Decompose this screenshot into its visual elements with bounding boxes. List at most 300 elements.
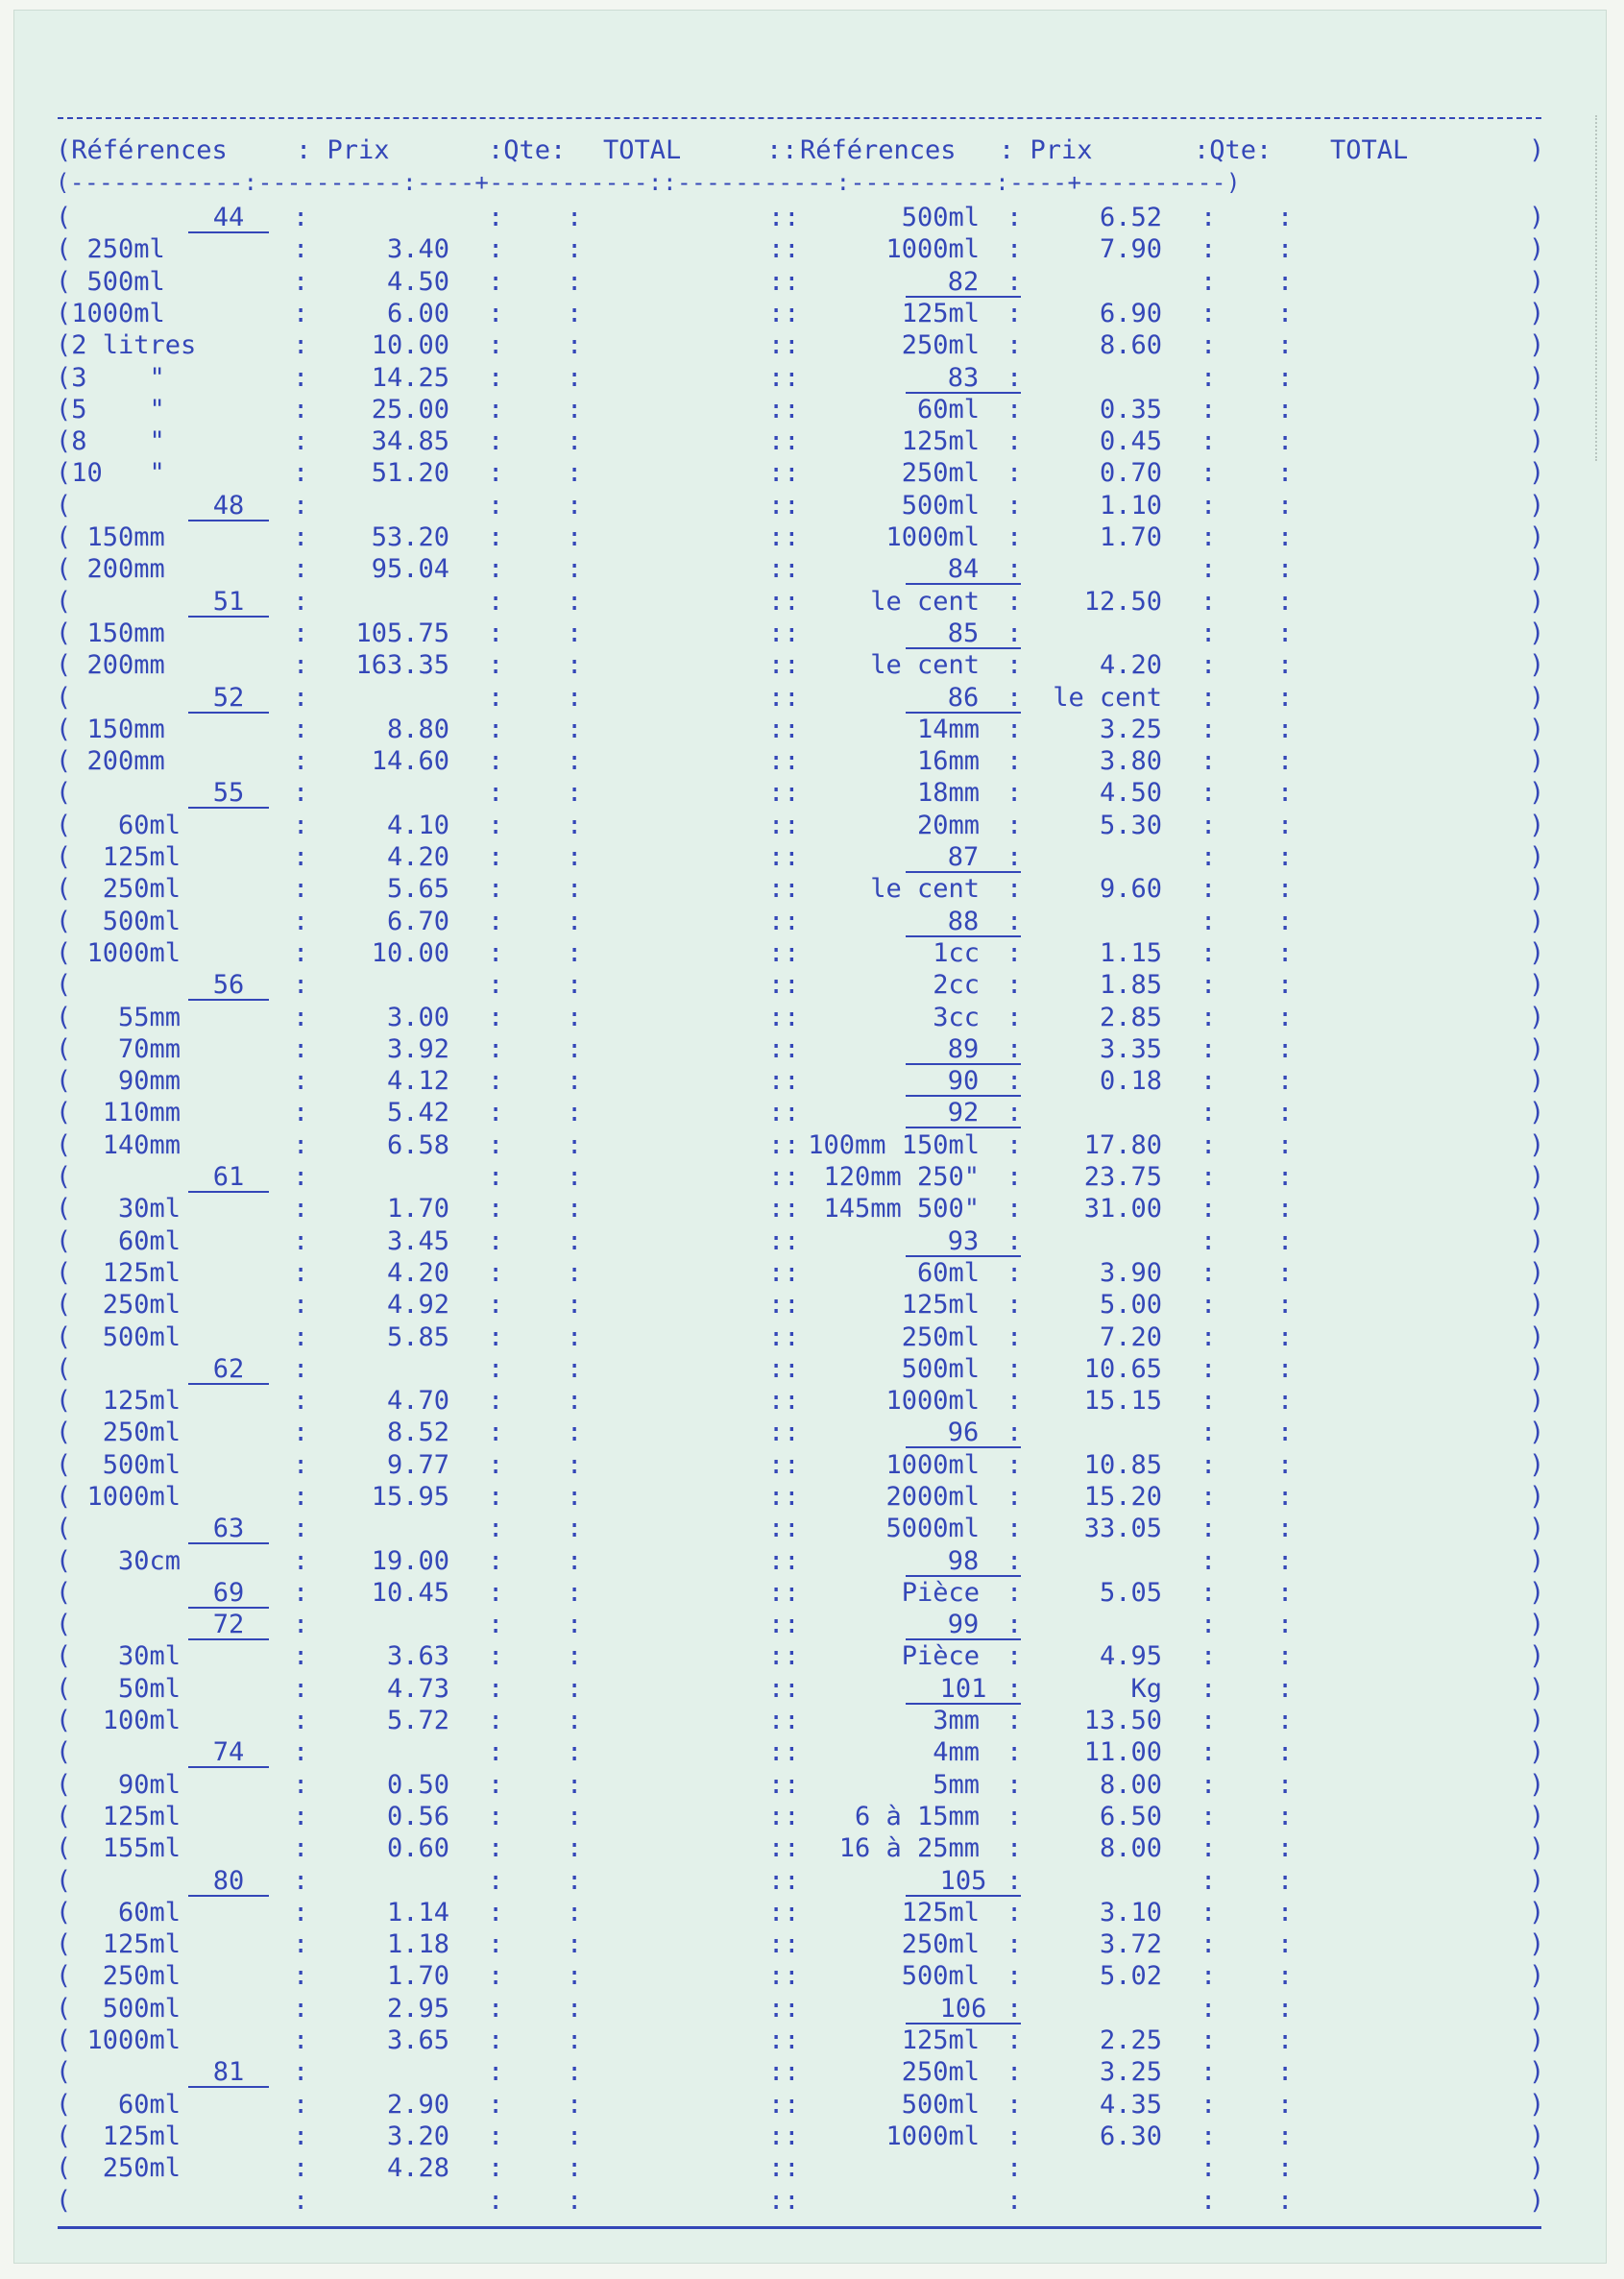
col-sep: : [567,1066,583,1096]
double-col-sep: :: [768,1162,800,1192]
row-right-reference: 1cc [933,938,980,968]
price-right: 0.35 [1099,395,1162,424]
col-sep: : [1277,2153,1294,2183]
row-left-reference: ( 125ml [56,1802,182,1831]
col-sep: : [567,267,583,297]
col-sep: : [293,587,309,617]
col-sep: : [1200,715,1217,744]
col-sep: : [1277,426,1294,456]
close-paren: ) [1529,2186,1545,2216]
col-sep: : [1006,1162,1023,1192]
row-right-reference: 250ml [901,2057,980,2087]
double-col-sep: :: [768,267,800,297]
row-left-reference: ( [56,1866,72,1896]
col-sep: : [567,491,583,521]
double-col-sep: :: [768,1737,800,1767]
group-underline-left [188,1895,269,1897]
close-paren: ) [1529,458,1545,488]
double-col-sep: :: [768,1546,800,1576]
row-left-reference: ( 140mm [56,1130,182,1160]
price-right: 33.05 [1083,1514,1162,1543]
row-left-reference: ( 250ml [56,1961,182,1991]
col-sep: : [1006,1737,1023,1767]
col-sep: : [293,1290,309,1320]
col-sep: : [1200,1354,1217,1384]
double-col-sep: :: [768,395,800,424]
price-left: 4.20 [386,842,449,872]
col-sep: : [1006,874,1023,904]
row-right-reference: 250ml [901,458,980,488]
col-sep: : [1006,1418,1023,1447]
close-paren: ) [1529,715,1545,744]
col-sep: : [293,2186,309,2216]
row-left-reference: ( 60ml [56,1226,182,1256]
price-right: 5.30 [1099,811,1162,840]
col-sep: : [488,1322,504,1352]
price-right: 3.10 [1099,1898,1162,1927]
col-sep: : [293,1770,309,1800]
col-sep: : [293,970,309,1000]
close-paren: ) [1529,778,1545,808]
row-right-reference: 500ml [901,1961,980,1991]
price-right: 11.00 [1083,1737,1162,1767]
col-sep: : [488,299,504,328]
close-paren: ) [1529,907,1545,936]
price-left: 4.12 [386,1066,449,1096]
col-sep: : [1200,746,1217,776]
col-sep: : [488,2057,504,2087]
header-total-right: TOTAL [1330,135,1409,165]
price-left: 6.00 [386,299,449,328]
col-sep: : [1006,1130,1023,1160]
price-right: 1.10 [1099,491,1162,521]
col-sep: : [567,1514,583,1543]
group-number-right: 93 [947,1226,980,1256]
col-sep: : [488,1994,504,2024]
row-right-reference: 125ml [901,299,980,328]
double-col-sep: :: [768,1322,800,1352]
group-underline-right [906,1895,1021,1897]
col-sep: : [488,330,504,360]
col-sep: : [488,715,504,744]
col-sep: : [1277,1354,1294,1384]
price-right: 8.00 [1099,1770,1162,1800]
col-sep: : [1277,2121,1294,2151]
group-underline-right [906,647,1021,649]
price-right: 10.85 [1083,1450,1162,1480]
col-sep: : [1277,203,1294,232]
col-sep: : [1006,1546,1023,1576]
row-left-reference: ( [56,203,72,232]
row-right-reference: 3mm [933,1706,980,1735]
row-left-reference: ( 1000ml [56,1482,182,1512]
row-right-reference: le cent [870,874,980,904]
row-right-reference: 1000ml [885,1450,980,1480]
col-sep: : [567,1162,583,1192]
row-right-reference: 60ml [916,1258,980,1288]
row-left-reference: (5 " [56,395,165,424]
col-sep: : [567,1194,583,1224]
close-paren: ) [1529,2153,1545,2183]
col-sep: : [1006,907,1023,936]
group-number-right: 85 [947,618,980,648]
col-sep: : [1200,1322,1217,1352]
close-paren: ) [1529,203,1545,232]
price-left: 0.60 [386,1833,449,1863]
col-sep: : [293,363,309,393]
col-sep: : [567,650,583,680]
group-number-left: 81 [212,2057,245,2087]
row-left-reference: ( 50ml [56,1674,182,1704]
col-sep: : [488,1770,504,1800]
col-sep: : [488,522,504,552]
price-left: 0.50 [386,1770,449,1800]
col-sep: : [567,715,583,744]
close-paren: ) [1529,1929,1545,1959]
price-left: 3.65 [386,2025,449,2055]
col-sep: : [1006,1866,1023,1896]
row-right-reference: 5000ml [885,1514,980,1543]
close-paren: ) [1529,746,1545,776]
col-sep: : [1006,234,1023,264]
col-sep: : [1200,1546,1217,1576]
col-sep: : [567,811,583,840]
col-sep: : [1006,1641,1023,1671]
row-left-reference: ( 60ml [56,1898,182,1927]
row-right-reference: 4mm [933,1737,980,1767]
double-col-sep: :: [768,1290,800,1320]
col-sep: : [488,650,504,680]
close-paren: ) [1529,970,1545,1000]
close-paren: ) [1529,426,1545,456]
row-left-reference: ( 90ml [56,1770,182,1800]
group-number-right: 96 [947,1418,980,1447]
price-right: 15.15 [1083,1386,1162,1416]
row-left-reference: ( [56,1578,72,1608]
col-sep: : [1006,1706,1023,1735]
col-sep: : [1006,1098,1023,1127]
col-sep: : [1277,1994,1294,2024]
group-underline-right [906,392,1021,394]
col-sep: : [488,1514,504,1543]
group-number-right: 90 [947,1066,980,1096]
group-underline-left [188,807,269,809]
col-sep: : [488,874,504,904]
col-sep: : [1006,1578,1023,1608]
row-left-reference: ( 150mm [56,618,165,648]
col-sep: : [488,970,504,1000]
double-col-sep: :: [768,650,800,680]
col-sep: : [1006,2025,1023,2055]
col-sep: : [1277,1258,1294,1288]
row-right-reference: 500ml [901,491,980,521]
price-left: 0.56 [386,1802,449,1831]
price-right: 8.60 [1099,330,1162,360]
group-number-left: 44 [212,203,245,232]
col-sep: : [488,1226,504,1256]
row-right-reference: 120mm 250" [823,1162,980,1192]
col-sep: : [1006,1066,1023,1096]
col-sep: : [567,363,583,393]
close-paren: ) [1529,1706,1545,1735]
price-right: 13.50 [1083,1706,1162,1735]
row-left-reference: ( [56,1162,72,1192]
col-sep: : [1277,1833,1294,1863]
col-sep: : [1200,426,1217,456]
col-sep: : [567,874,583,904]
col-sep: : [1006,458,1023,488]
row-right-reference: le cent [870,587,980,617]
col-sep: : [293,1258,309,1288]
col-sep: : [293,1066,309,1096]
col-sep: : [567,1737,583,1767]
col-sep: : [1006,1194,1023,1224]
col-sep: : [1006,522,1023,552]
group-underline-right [906,1127,1021,1128]
row-left-reference: ( [56,491,72,521]
group-underline-right [906,1446,1021,1448]
double-col-sep: :: [768,1098,800,1127]
header-references-left: (Références [56,135,228,165]
double-col-sep: :: [768,1386,800,1416]
price-left: 4.10 [386,811,449,840]
col-sep: : [488,587,504,617]
row-right-reference: 145mm 500" [823,1194,980,1224]
col-sep: : [567,426,583,456]
row-right-reference: 125ml [901,426,980,456]
price-left: 105.75 [355,618,449,648]
col-sep: : [488,1674,504,1704]
group-number-left: 61 [212,1162,245,1192]
col-sep: : [1200,234,1217,264]
col-sep: : [1006,1770,1023,1800]
col-sep: : [1277,811,1294,840]
double-col-sep: :: [768,458,800,488]
close-paren: ) [1529,587,1545,617]
col-sep: : [1277,458,1294,488]
col-sep: : [293,234,309,264]
group-underline-right [906,712,1021,714]
col-sep: : [1200,650,1217,680]
close-paren: ) [1529,1770,1545,1800]
close-paren: ) [1529,491,1545,521]
col-sep: : [1200,522,1217,552]
group-number-left: 74 [212,1737,245,1767]
row-right-reference: 250ml [901,330,980,360]
col-sep: : [567,2025,583,2055]
row-left-reference: ( 125ml [56,842,182,872]
close-paren: ) [1529,1194,1545,1224]
price-right: 12.50 [1083,587,1162,617]
price-right: 3.25 [1099,715,1162,744]
col-sep: : [293,1641,309,1671]
price-right: 4.95 [1099,1641,1162,1671]
col-sep: : [488,1737,504,1767]
col-sep: : [1006,970,1023,1000]
double-col-sep: :: [768,1961,800,1991]
col-sep: : [293,938,309,968]
col-sep: : [293,1929,309,1959]
double-col-sep: :: [768,842,800,872]
col-sep: : [567,1770,583,1800]
close-paren: ) [1529,2025,1545,2055]
double-col-sep: :: [768,1034,800,1064]
close-paren: ) [1529,1450,1545,1480]
double-col-sep: :: [768,587,800,617]
col-sep: : [293,1866,309,1896]
col-sep: : [567,2153,583,2183]
col-sep: : [1277,1706,1294,1735]
row-left-reference: ( 125ml [56,1929,182,1959]
col-sep: : [1200,1098,1217,1127]
col-sep: : [567,1802,583,1831]
col-sep: : [1200,1162,1217,1192]
double-col-sep: :: [768,1418,800,1447]
close-paren: ) [1529,522,1545,552]
price-left: 3.40 [386,234,449,264]
double-col-sep: :: [768,2186,800,2216]
col-sep: : [293,1994,309,2024]
col-sep: : [567,1546,583,1576]
col-sep: : [1200,1066,1217,1096]
col-sep: : [1006,1450,1023,1480]
col-sep: : [488,1802,504,1831]
row-left-reference: ( 500ml [56,1450,182,1480]
row-left-reference: ( 250ml [56,1290,182,1320]
double-col-sep: :: [768,1770,800,1800]
col-sep: : [1006,618,1023,648]
col-sep: : [567,1386,583,1416]
group-number-right: 84 [947,554,980,584]
row-left-reference: ( 500ml [56,1994,182,2024]
col-sep: : [1200,1898,1217,1927]
col-sep: : [293,1706,309,1735]
col-sep: : [1006,938,1023,968]
price-right: 0.18 [1099,1066,1162,1096]
price-left: 5.65 [386,874,449,904]
col-sep: : [293,1802,309,1831]
col-sep: : [488,1546,504,1576]
price-left: 1.70 [386,1194,449,1224]
row-left-reference: ( 500ml [56,1322,182,1352]
col-sep: : [567,842,583,872]
group-underline-left [188,1638,269,1640]
col-sep: : [488,1354,504,1384]
row-left-reference: (3 " [56,363,165,393]
col-sep: : [293,2121,309,2151]
col-sep: : [1277,1066,1294,1096]
col-sep: : [1200,1034,1217,1064]
col-sep: : [1200,1610,1217,1639]
col-sep: : [567,2121,583,2151]
close-paren: ) [1529,1003,1545,1032]
col-sep: : [293,907,309,936]
col-sep: : [567,1929,583,1959]
col-sep: : [1200,491,1217,521]
double-col-sep: :: [768,970,800,1000]
col-sep: : [1277,1674,1294,1704]
price-left: 19.00 [371,1546,449,1576]
header-prix-left: : Prix [296,135,390,165]
price-left: 4.92 [386,1290,449,1320]
price-right: 15.20 [1083,1482,1162,1512]
price-right: 0.45 [1099,426,1162,456]
col-sep: : [1006,491,1023,521]
double-col-sep: :: [768,1802,800,1831]
col-sep: : [1277,1641,1294,1671]
col-sep: : [293,1418,309,1447]
col-sep: : [1200,683,1217,713]
col-sep: : [1277,522,1294,552]
price-right: le cent [1053,683,1162,713]
col-sep: : [293,395,309,424]
price-left: 1.18 [386,1929,449,1959]
col-sep: : [1277,1610,1294,1639]
group-number-left: 62 [212,1354,245,1384]
header-close-paren: ) [1529,135,1545,165]
col-sep: : [1277,1802,1294,1831]
col-sep: : [1006,1961,1023,1991]
col-sep: : [1277,650,1294,680]
col-sep: : [1006,715,1023,744]
price-left: 4.73 [386,1674,449,1704]
price-right: 3.35 [1099,1034,1162,1064]
col-sep: : [293,1737,309,1767]
row-left-reference: ( [56,2186,72,2216]
close-paren: ) [1529,1034,1545,1064]
close-paren: ) [1529,1354,1545,1384]
row-right-reference: 1000ml [885,1386,980,1416]
col-sep: : [567,234,583,264]
col-sep: : [1200,1482,1217,1512]
price-left: 8.52 [386,1418,449,1447]
col-sep: : [293,1833,309,1863]
col-sep: : [1006,2090,1023,2120]
group-underline-left [188,1542,269,1544]
group-number-right: 105 [939,1866,987,1896]
col-sep: : [567,618,583,648]
col-sep: : [1006,267,1023,297]
group-number-left: 56 [212,970,245,1000]
col-sep: : [567,1961,583,1991]
col-sep: : [1200,203,1217,232]
double-col-sep: :: [768,1258,800,1288]
row-left-reference: ( 250ml [56,1418,182,1447]
double-col-sep: :: [768,1003,800,1032]
col-sep: : [567,1258,583,1288]
col-sep: : [293,842,309,872]
row-right-reference: 14mm [916,715,980,744]
price-right: 5.02 [1099,1961,1162,1991]
col-sep: : [567,1706,583,1735]
double-col-sep: :: [768,1450,800,1480]
price-left: 2.95 [386,1994,449,2024]
col-sep: : [293,715,309,744]
double-col-sep: :: [768,1866,800,1896]
col-sep: : [1277,746,1294,776]
row-right-reference: 250ml [901,1322,980,1352]
row-left-reference: (8 " [56,426,165,456]
group-number-left: 52 [212,683,245,713]
row-right-reference: 1000ml [885,234,980,264]
row-right-reference: 125ml [901,1290,980,1320]
group-number-right: 106 [939,1994,987,2024]
row-left-reference: ( 110mm [56,1098,182,1127]
row-right-reference: 60ml [916,395,980,424]
col-sep: : [1277,2090,1294,2120]
group-underline-left [188,999,269,1001]
col-sep: : [567,683,583,713]
